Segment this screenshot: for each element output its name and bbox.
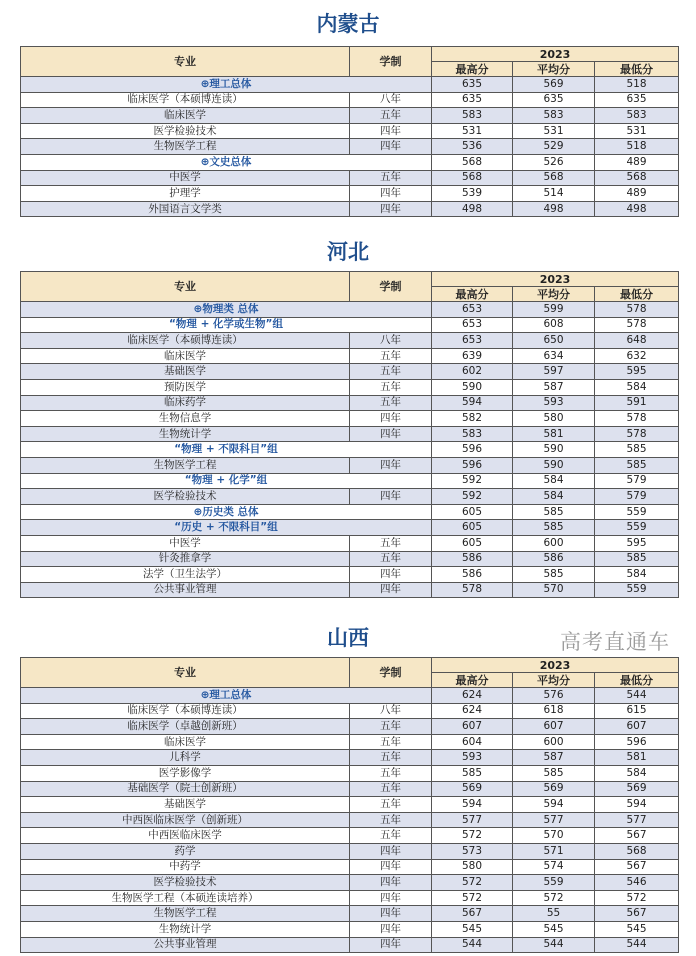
max-score: 573 — [432, 843, 513, 859]
avg-score: 587 — [513, 379, 595, 395]
max-score: 592 — [432, 473, 513, 489]
table-row — [21, 426, 679, 442]
years: 四年 — [350, 875, 432, 891]
max-score: 590 — [432, 379, 513, 395]
table-row — [21, 364, 679, 380]
major-name: 生物统计学 — [21, 426, 350, 442]
header-avg: 平均分 — [513, 62, 595, 77]
max-score: 577 — [432, 812, 513, 828]
min-score: 578 — [595, 411, 679, 427]
min-score: 585 — [595, 442, 679, 458]
years: 八年 — [350, 333, 432, 349]
table-row — [21, 843, 679, 859]
table-row — [21, 395, 679, 411]
max-score: 653 — [432, 333, 513, 349]
major-name: 针灸推拿学 — [21, 551, 350, 567]
table-row — [21, 411, 679, 427]
major-name: 临床医学（卓越创新班） — [21, 719, 350, 735]
avg-score: 593 — [513, 395, 595, 411]
major-name: 临床医学（本硕博连读） — [21, 703, 350, 719]
min-score: 559 — [595, 504, 679, 520]
avg-score: 585 — [513, 504, 595, 520]
years: 四年 — [350, 186, 432, 202]
years: 五年 — [350, 812, 432, 828]
group-row — [21, 317, 679, 333]
min-score: 648 — [595, 333, 679, 349]
group-row — [21, 688, 679, 704]
avg-score: 581 — [513, 426, 595, 442]
avg-score: 600 — [513, 535, 595, 551]
table-row — [21, 567, 679, 583]
min-score: 591 — [595, 395, 679, 411]
avg-score: 526 — [513, 154, 595, 170]
years: 五年 — [350, 379, 432, 395]
max-score: 602 — [432, 364, 513, 380]
avg-score: 600 — [513, 734, 595, 750]
avg-score: 559 — [513, 875, 595, 891]
min-score: 632 — [595, 348, 679, 364]
max-score: 545 — [432, 921, 513, 937]
min-score: 595 — [595, 535, 679, 551]
major-name: 中医学 — [21, 170, 350, 186]
max-score: 596 — [432, 457, 513, 473]
years: 五年 — [350, 535, 432, 551]
header-min: 最低分 — [595, 62, 679, 77]
avg-score: 585 — [513, 567, 595, 583]
min-score: 578 — [595, 317, 679, 333]
avg-score: 544 — [513, 937, 595, 953]
max-score: 607 — [432, 719, 513, 735]
max-score: 605 — [432, 535, 513, 551]
years: 八年 — [350, 703, 432, 719]
header-major: 专业 — [21, 272, 350, 302]
table-row — [21, 551, 679, 567]
max-score: 594 — [432, 395, 513, 411]
header-max: 最高分 — [432, 62, 513, 77]
table-row — [21, 92, 679, 108]
table-row — [21, 812, 679, 828]
min-score: 584 — [595, 567, 679, 583]
years: 四年 — [350, 411, 432, 427]
avg-score: 585 — [513, 765, 595, 781]
header-row — [21, 47, 679, 62]
min-score: 545 — [595, 921, 679, 937]
table-row — [21, 139, 679, 155]
min-score: 584 — [595, 765, 679, 781]
header-year: 2023 — [432, 47, 679, 62]
avg-score: 569 — [513, 77, 595, 93]
score-table-shanxi — [20, 657, 679, 953]
major-name: 临床医学（本硕博连读） — [21, 92, 350, 108]
avg-score: 583 — [513, 108, 595, 124]
major-name: 临床医学 — [21, 108, 350, 124]
major-name: 医学影像学 — [21, 765, 350, 781]
avg-score: 570 — [513, 582, 595, 598]
avg-score: 568 — [513, 170, 595, 186]
max-score: 583 — [432, 426, 513, 442]
max-score: 531 — [432, 123, 513, 139]
major-name: 中西医临床医学 — [21, 828, 350, 844]
max-score: 568 — [432, 154, 513, 170]
avg-score: 594 — [513, 797, 595, 813]
major-name: 中医学 — [21, 535, 350, 551]
avg-score: 597 — [513, 364, 595, 380]
major-name: 生物医学工程 — [21, 906, 350, 922]
max-score: 572 — [432, 828, 513, 844]
years: 四年 — [350, 139, 432, 155]
major-name: 基础医学 — [21, 797, 350, 813]
major-name: 法学（卫生法学） — [21, 567, 350, 583]
table-row — [21, 875, 679, 891]
max-score: 585 — [432, 765, 513, 781]
min-score: 578 — [595, 302, 679, 318]
avg-score: 586 — [513, 551, 595, 567]
years: 四年 — [350, 123, 432, 139]
avg-score: 570 — [513, 828, 595, 844]
max-score: 582 — [432, 411, 513, 427]
table-row — [21, 719, 679, 735]
avg-score: 584 — [513, 473, 595, 489]
table-row — [21, 108, 679, 124]
avg-score: 576 — [513, 688, 595, 704]
group-row — [21, 302, 679, 318]
table-row — [21, 750, 679, 766]
avg-score: 599 — [513, 302, 595, 318]
major-name: 临床医学（本硕博连读） — [21, 333, 350, 349]
max-score: 539 — [432, 186, 513, 202]
major-name: 基础医学 — [21, 364, 350, 380]
max-score: 594 — [432, 797, 513, 813]
table-row — [21, 582, 679, 598]
max-score: 593 — [432, 750, 513, 766]
avg-score: 618 — [513, 703, 595, 719]
years: 五年 — [350, 828, 432, 844]
years: 四年 — [350, 426, 432, 442]
max-score: 578 — [432, 582, 513, 598]
major-name: 生物统计学 — [21, 921, 350, 937]
header-row — [21, 272, 679, 287]
major-name: 临床药学 — [21, 395, 350, 411]
min-score: 567 — [595, 906, 679, 922]
header-max: 最高分 — [432, 287, 513, 302]
years: 四年 — [350, 457, 432, 473]
major-name: 生物信息学 — [21, 411, 350, 427]
years: 四年 — [350, 906, 432, 922]
table-row — [21, 457, 679, 473]
years: 四年 — [350, 489, 432, 505]
max-score: 498 — [432, 201, 513, 217]
min-score: 585 — [595, 551, 679, 567]
max-score: 624 — [432, 703, 513, 719]
major-name: 医学检验技术 — [21, 489, 350, 505]
min-score: 544 — [595, 937, 679, 953]
avg-score: 55 — [513, 906, 595, 922]
table-row — [21, 765, 679, 781]
table-row — [21, 890, 679, 906]
major-name: 儿科学 — [21, 750, 350, 766]
major-name: 临床医学 — [21, 734, 350, 750]
table-row — [21, 921, 679, 937]
score-table-neimenggu — [20, 46, 679, 217]
max-score: 605 — [432, 504, 513, 520]
avg-score: 607 — [513, 719, 595, 735]
max-score: 583 — [432, 108, 513, 124]
major-name: 中药学 — [21, 859, 350, 875]
avg-score: 585 — [513, 520, 595, 536]
avg-score: 531 — [513, 123, 595, 139]
years: 四年 — [350, 201, 432, 217]
header-years: 学制 — [350, 47, 432, 77]
avg-score: 608 — [513, 317, 595, 333]
years: 四年 — [350, 921, 432, 937]
avg-score: 590 — [513, 442, 595, 458]
avg-score: 572 — [513, 890, 595, 906]
min-score: 583 — [595, 108, 679, 124]
major-name: 预防医学 — [21, 379, 350, 395]
header-avg: 平均分 — [513, 287, 595, 302]
group-row — [21, 442, 679, 458]
max-score: 568 — [432, 170, 513, 186]
major-name: “物理 + 化学或生物”组 — [21, 317, 432, 333]
years: 五年 — [350, 108, 432, 124]
major-name: “物理 + 不限科目”组 — [21, 442, 432, 458]
table-row — [21, 348, 679, 364]
major-name: 药学 — [21, 843, 350, 859]
years: 五年 — [350, 170, 432, 186]
header-year: 2023 — [432, 272, 679, 287]
major-name: ⊕理工总体 — [21, 688, 432, 704]
max-score: 586 — [432, 551, 513, 567]
max-score: 567 — [432, 906, 513, 922]
years: 五年 — [350, 395, 432, 411]
avg-score: 634 — [513, 348, 595, 364]
years: 四年 — [350, 567, 432, 583]
min-score: 567 — [595, 859, 679, 875]
max-score: 653 — [432, 302, 513, 318]
avg-score: 650 — [513, 333, 595, 349]
table-row — [21, 201, 679, 217]
header-row — [21, 658, 679, 673]
min-score: 531 — [595, 123, 679, 139]
major-name: ⊕文史总体 — [21, 154, 432, 170]
years: 四年 — [350, 859, 432, 875]
header-years: 学制 — [350, 272, 432, 302]
max-score: 569 — [432, 781, 513, 797]
group-row — [21, 504, 679, 520]
min-score: 569 — [595, 781, 679, 797]
major-name: 公共事业管理 — [21, 582, 350, 598]
years: 五年 — [350, 797, 432, 813]
min-score: 559 — [595, 582, 679, 598]
max-score: 572 — [432, 875, 513, 891]
years: 五年 — [350, 781, 432, 797]
min-score: 578 — [595, 426, 679, 442]
min-score: 595 — [595, 364, 679, 380]
section-title: 河北 — [327, 240, 369, 264]
watermark: 高考直通车 — [560, 630, 670, 654]
avg-score: 571 — [513, 843, 595, 859]
max-score: 596 — [432, 442, 513, 458]
min-score: 596 — [595, 734, 679, 750]
avg-score: 529 — [513, 139, 595, 155]
avg-score: 569 — [513, 781, 595, 797]
min-score: 579 — [595, 489, 679, 505]
major-name: “历史 + 不限科目”组 — [21, 520, 432, 536]
min-score: 594 — [595, 797, 679, 813]
table-row — [21, 859, 679, 875]
max-score: 580 — [432, 859, 513, 875]
avg-score: 584 — [513, 489, 595, 505]
min-score: 579 — [595, 473, 679, 489]
min-score: 607 — [595, 719, 679, 735]
min-score: 568 — [595, 843, 679, 859]
header-min: 最低分 — [595, 287, 679, 302]
years: 四年 — [350, 890, 432, 906]
min-score: 635 — [595, 92, 679, 108]
min-score: 544 — [595, 688, 679, 704]
table-row — [21, 170, 679, 186]
group-row — [21, 473, 679, 489]
max-score: 635 — [432, 92, 513, 108]
table-row — [21, 781, 679, 797]
years: 五年 — [350, 348, 432, 364]
avg-score: 635 — [513, 92, 595, 108]
header-avg: 平均分 — [513, 673, 595, 688]
years: 五年 — [350, 750, 432, 766]
min-score: 559 — [595, 520, 679, 536]
table-row — [21, 535, 679, 551]
years: 四年 — [350, 937, 432, 953]
avg-score: 590 — [513, 457, 595, 473]
table-row — [21, 797, 679, 813]
header-min: 最低分 — [595, 673, 679, 688]
table-row — [21, 489, 679, 505]
max-score: 572 — [432, 890, 513, 906]
major-name: 公共事业管理 — [21, 937, 350, 953]
min-score: 518 — [595, 77, 679, 93]
avg-score: 514 — [513, 186, 595, 202]
major-name: 护理学 — [21, 186, 350, 202]
major-name: 外国语言文学类 — [21, 201, 350, 217]
avg-score: 498 — [513, 201, 595, 217]
max-score: 653 — [432, 317, 513, 333]
min-score: 567 — [595, 828, 679, 844]
header-major: 专业 — [21, 47, 350, 77]
major-name: 生物医学工程（本硕连读培养） — [21, 890, 350, 906]
years: 五年 — [350, 734, 432, 750]
max-score: 536 — [432, 139, 513, 155]
max-score: 544 — [432, 937, 513, 953]
table-row — [21, 123, 679, 139]
max-score: 604 — [432, 734, 513, 750]
years: 四年 — [350, 843, 432, 859]
table-row — [21, 734, 679, 750]
avg-score: 587 — [513, 750, 595, 766]
section-title: 山西 — [327, 626, 369, 650]
table-row — [21, 937, 679, 953]
major-name: ⊕历史类 总体 — [21, 504, 432, 520]
max-score: 605 — [432, 520, 513, 536]
years: 五年 — [350, 364, 432, 380]
major-name: 中西医临床医学（创新班） — [21, 812, 350, 828]
major-name: 医学检验技术 — [21, 123, 350, 139]
table-row — [21, 906, 679, 922]
avg-score: 574 — [513, 859, 595, 875]
table-row — [21, 703, 679, 719]
table-row — [21, 186, 679, 202]
major-name: “物理 + 化学”组 — [21, 473, 432, 489]
major-name: 医学检验技术 — [21, 875, 350, 891]
avg-score: 545 — [513, 921, 595, 937]
min-score: 615 — [595, 703, 679, 719]
min-score: 577 — [595, 812, 679, 828]
header-years: 学制 — [350, 658, 432, 688]
years: 八年 — [350, 92, 432, 108]
table-row — [21, 828, 679, 844]
score-table-hebei — [20, 271, 679, 598]
group-row — [21, 77, 679, 93]
major-name: 基础医学（院士创新班） — [21, 781, 350, 797]
major-name: 生物医学工程 — [21, 139, 350, 155]
min-score: 581 — [595, 750, 679, 766]
header-major: 专业 — [21, 658, 350, 688]
max-score: 635 — [432, 77, 513, 93]
min-score: 568 — [595, 170, 679, 186]
years: 五年 — [350, 551, 432, 567]
min-score: 572 — [595, 890, 679, 906]
years: 五年 — [350, 719, 432, 735]
header-max: 最高分 — [432, 673, 513, 688]
min-score: 489 — [595, 154, 679, 170]
section-title: 内蒙古 — [316, 12, 380, 36]
min-score: 585 — [595, 457, 679, 473]
years: 五年 — [350, 765, 432, 781]
major-name: 临床医学 — [21, 348, 350, 364]
header-year: 2023 — [432, 658, 679, 673]
major-name: 生物医学工程 — [21, 457, 350, 473]
max-score: 586 — [432, 567, 513, 583]
table-row — [21, 379, 679, 395]
min-score: 498 — [595, 201, 679, 217]
table-row — [21, 333, 679, 349]
max-score: 639 — [432, 348, 513, 364]
group-row — [21, 520, 679, 536]
major-name: ⊕物理类 总体 — [21, 302, 432, 318]
avg-score: 577 — [513, 812, 595, 828]
max-score: 624 — [432, 688, 513, 704]
max-score: 592 — [432, 489, 513, 505]
group-row — [21, 154, 679, 170]
avg-score: 580 — [513, 411, 595, 427]
min-score: 546 — [595, 875, 679, 891]
min-score: 518 — [595, 139, 679, 155]
min-score: 489 — [595, 186, 679, 202]
min-score: 584 — [595, 379, 679, 395]
major-name: ⊕理工总体 — [21, 77, 432, 93]
years: 四年 — [350, 582, 432, 598]
